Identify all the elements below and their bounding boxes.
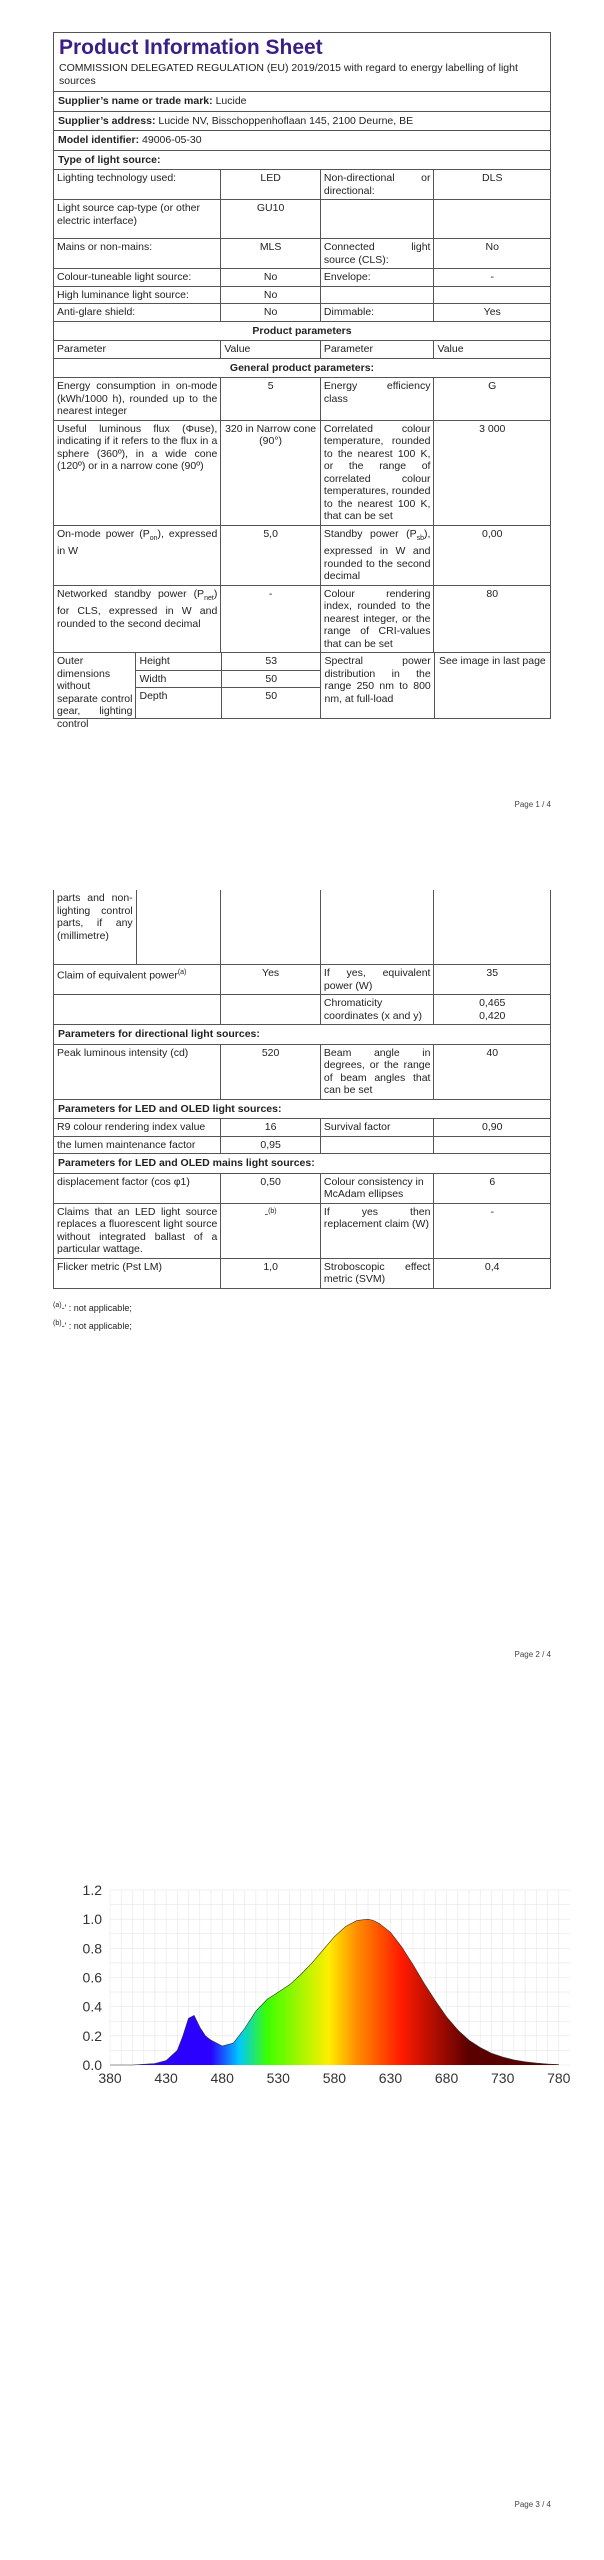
param-value: See image in last page (434, 653, 550, 718)
param-label: If yes then replacement claim (W) (320, 1204, 434, 1258)
param-label: Beam angle in degrees, or the range of beam angles that can be set (320, 1045, 434, 1099)
dim-row: Width 50 (136, 670, 320, 688)
param-value: 3 000 (433, 421, 550, 525)
dim-row: Height 53 (136, 653, 320, 670)
param-value: 5 (220, 378, 320, 420)
param-label: Anti-glare shield: (57, 306, 136, 318)
param-value: 16 (220, 1119, 320, 1136)
param-value (433, 287, 550, 304)
table-row (54, 1173, 550, 1203)
table-row (54, 169, 550, 199)
x-tick-label: 780 (547, 2070, 571, 2086)
param-label: Colour-tuneable light source: (57, 271, 192, 283)
product-info-table (53, 32, 551, 730)
param-value (433, 200, 550, 238)
param-label: Peak luminous intensity (cd) (57, 1046, 189, 1059)
model-value: 49006-05-30 (142, 134, 202, 146)
table-row (54, 238, 550, 268)
table-row (54, 377, 550, 420)
table-row (54, 286, 550, 304)
footnotes (53, 1298, 132, 1334)
param-value: 5,0 (220, 526, 320, 585)
page-3 (0, 1700, 604, 2560)
table-row (54, 994, 550, 1024)
document-subtitle: COMMISSION DELEGATED REGULATION (EU) 2019/2015 with regard to energy labelling of light sources (59, 62, 518, 87)
param-value: 0,50 (220, 1174, 320, 1203)
mains-heading: Parameters for LED and OLED mains light sources: (58, 1157, 315, 1169)
param-value: G (433, 378, 550, 420)
param-value: 80 (433, 586, 550, 653)
param-label: Light source cap-type (or other electric interface) (57, 202, 200, 227)
page-2 (0, 880, 604, 1700)
table-row (54, 525, 550, 585)
param-value: 0,4 (433, 1259, 550, 1288)
led-heading-row (54, 1099, 550, 1119)
param-value: 6 (433, 1174, 550, 1203)
param-value: Yes (433, 304, 550, 321)
param-label: Lighting technology used: (57, 172, 177, 184)
table-row (54, 1044, 550, 1099)
y-tick-label: 0.8 (82, 1940, 102, 1957)
param-value: No (220, 287, 320, 304)
param-label: Useful luminous flux (Φuse), indicating if it refers to the flux in a sphere (360º), in a wide cone (120º) or in a narrow cone (90º) (57, 422, 218, 472)
param-label: Spectral power distribution in the range 250 nm to 800 nm, at full-load (320, 653, 433, 718)
param-value: 1,0 (220, 1259, 320, 1288)
page-footer: Page 1 / 4 (514, 800, 551, 809)
param-label: Standby power $(P_{sb})$, expressed in W and rounded to the second decimal (320, 526, 434, 585)
dimensions-table (135, 653, 320, 718)
page-1 (0, 0, 604, 820)
param-label: displacement factor (cos φ1) (57, 1175, 190, 1188)
supplier-row (54, 91, 550, 111)
param-label: Energy efficiency class (320, 378, 434, 420)
product-params-heading: Product parameters (252, 324, 352, 337)
product-info-table-continued (53, 890, 551, 1289)
param-value: - (433, 1204, 550, 1258)
param-label: Outer dimensions without separate control gear, lighting control (57, 655, 133, 730)
y-tick-label: 0.0 (82, 2057, 102, 2073)
x-tick-label: 530 (266, 2070, 290, 2086)
param-label: Colour consistency in McAdam ellipses (320, 1174, 434, 1203)
y-tick-label: 1.0 (82, 1911, 102, 1928)
param-value: 35 (433, 965, 550, 994)
table-row (54, 1136, 550, 1154)
param-label: High luminance light source: (57, 288, 189, 301)
model-row (54, 130, 550, 150)
param-value: LED (220, 170, 320, 199)
page-footer: Page 2 / 4 (514, 1650, 551, 1659)
param-value: -$^{(b)}$ (220, 1204, 320, 1258)
column-header: Value (433, 341, 550, 358)
param-label: Correlated colour temperature, rounded to the nearest 100 K, or the range of correlated colour temperatures, rounded to the nearest 100 K, that can be set (320, 421, 434, 525)
mains-heading-row (54, 1153, 550, 1173)
y-tick-label: 1.2 (82, 1882, 102, 1898)
param-value: GU10 (220, 200, 320, 238)
param-label: If yes, equivalent power (W) (320, 965, 434, 994)
directional-heading: Parameters for directional light sources: (58, 1028, 260, 1040)
param-label: the lumen maintenance factor (57, 1138, 196, 1151)
param-value: 320 in Narrow cone (90°) (220, 421, 320, 525)
table-row (54, 964, 550, 994)
param-value: 0,90 (433, 1119, 550, 1136)
address-label: Supplier’s address: (58, 114, 156, 127)
x-tick-label: 730 (491, 2070, 515, 2086)
param-label: Envelope: (320, 269, 434, 286)
y-tick-label: 0.2 (82, 2027, 102, 2044)
table-row (54, 1118, 550, 1136)
x-tick-label: 430 (154, 2070, 178, 2086)
table-row (54, 652, 550, 730)
param-value: 0,95 (220, 1137, 320, 1154)
param-value: 0,465 0,420 (433, 995, 550, 1024)
product-params-row (54, 321, 550, 341)
param-label: On-mode power $(P_{on})$, expressed in W (57, 527, 218, 558)
y-tick-label: 0.6 (82, 1969, 102, 1986)
param-label (320, 287, 434, 304)
param-label: Claims that an LED light source replaces a fluorescent light source without integrated ballast of a particular wattage. (57, 1205, 218, 1255)
param-label: Networked standby power $(P_{net})$ for CLS, expressed in W and rounded to the second decimal (57, 587, 218, 630)
address-row (54, 111, 550, 131)
type-heading-row (54, 150, 550, 170)
led-heading: Parameters for LED and OLED light sources: (58, 1102, 282, 1115)
param-value: No (220, 304, 320, 321)
param-label (320, 200, 434, 238)
param-label: Stroboscopic effect metric (SVM) (320, 1259, 434, 1288)
param-value: - (220, 586, 320, 653)
param-value: Yes (220, 965, 320, 994)
table-row (54, 585, 550, 653)
general-params-row (54, 358, 550, 378)
param-label: Dimmable: (320, 304, 434, 321)
column-header: Parameter (320, 341, 434, 358)
x-tick-label: 680 (434, 2070, 459, 2086)
table-row (54, 268, 550, 286)
page-footer: Page 3 / 4 (514, 2500, 551, 2509)
table-row (54, 420, 550, 525)
param-label: Connected light source (CLS): (320, 239, 434, 268)
table-row (54, 199, 550, 238)
table-row (54, 1258, 550, 1288)
table-row (54, 890, 550, 964)
param-value: No (220, 269, 320, 286)
param-label: Flicker metric (Pst LM) (57, 1260, 162, 1273)
param-label: Colour rendering index, rounded to the nearest integer, or the range of CRI-values that can be set (320, 586, 434, 653)
spectral-power-chart (60, 1880, 580, 2100)
table-row (54, 1203, 550, 1258)
supplier-label: Supplier’s name or trade mark: (58, 95, 213, 107)
table-row (54, 303, 550, 321)
x-tick-label: 480 (210, 2070, 234, 2086)
address-value: Lucide NV, Bisschoppenhoflaan 145, 2100 Deurne, BE (158, 114, 414, 127)
param-value: No (433, 239, 550, 268)
column-header: Value (220, 341, 320, 358)
param-value: 0,00 (433, 526, 550, 585)
param-value: MLS (220, 239, 320, 268)
footnote-b: $^{(b)}$-' : not applicable; (53, 1320, 132, 1331)
param-label: Mains or non-mains: (57, 241, 153, 253)
header-row (54, 340, 550, 358)
y-tick-label: 0.4 (82, 1998, 102, 2015)
x-tick-label: 580 (322, 2070, 347, 2086)
document-title: Product Information Sheet (59, 36, 323, 59)
x-tick-label: 630 (378, 2070, 403, 2086)
param-value: 520 (220, 1045, 320, 1099)
general-params-heading: General product parameters: (229, 361, 375, 374)
directional-heading-row (54, 1024, 550, 1044)
param-label: Chromaticity coordinates (x and y) (320, 995, 434, 1024)
param-label: R9 colour rendering index value (57, 1121, 206, 1133)
param-value: 40 (433, 1045, 550, 1099)
param-label: parts and non-lighting control parts, if any (millimetre) (57, 892, 133, 942)
dim-row: Depth 50 (136, 687, 320, 718)
type-heading: Type of light source: (58, 153, 161, 166)
param-value: - (433, 269, 550, 286)
param-label: Energy consumption in on-mode (kWh/1000 h), rounded up to the nearest integer (57, 380, 218, 417)
footnote-a: $^{(a)}$-' : not applicable; (53, 1302, 132, 1313)
param-label: Non-directional or directional: (320, 170, 434, 199)
param-label: Claim of equivalent power$^{(a)}$ (57, 969, 187, 982)
supplier-value: Lucide (215, 95, 247, 107)
model-label: Model identifier: (58, 134, 140, 146)
param-label: Survival factor (320, 1119, 434, 1136)
column-header: Parameter (57, 343, 107, 355)
param-value: DLS (433, 170, 550, 199)
x-tick-label: 380 (98, 2070, 122, 2086)
